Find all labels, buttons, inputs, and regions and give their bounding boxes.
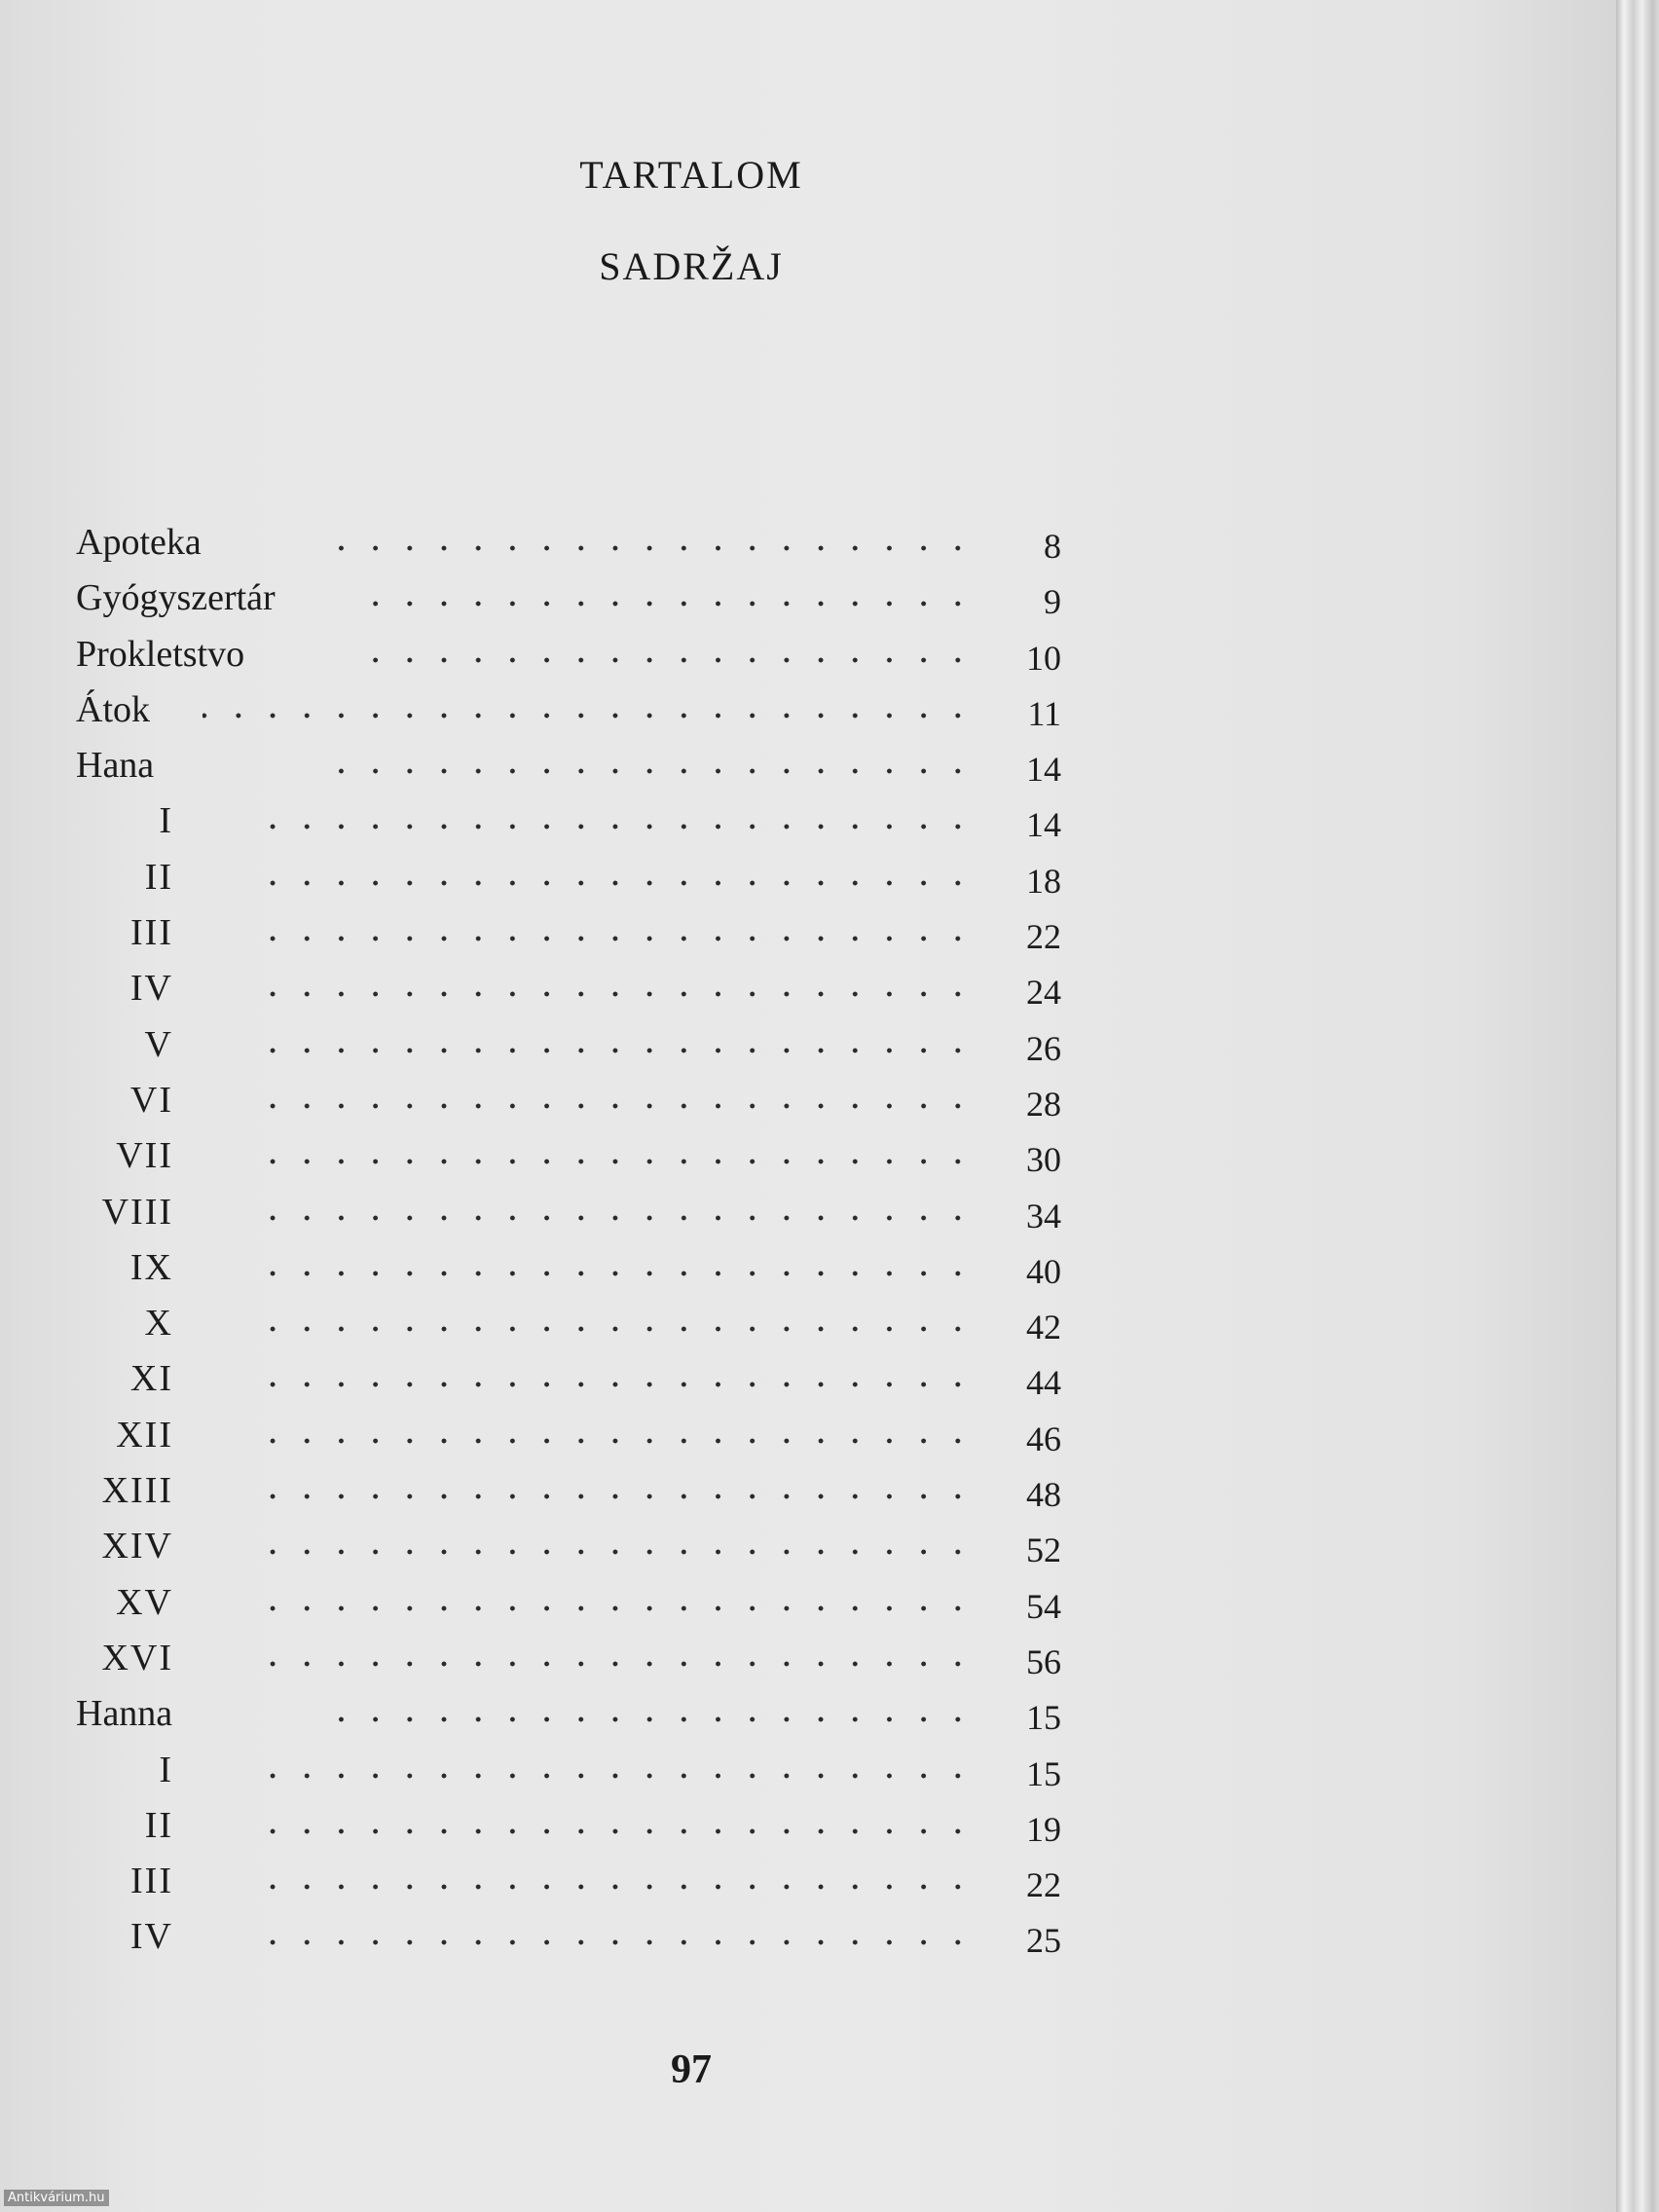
toc-entry [0,1687,1382,1743]
dot-leader [251,1271,989,1276]
dot-leader [310,768,989,774]
toc-entry [0,1241,1382,1297]
table-of-contents [0,516,1382,1967]
toc-entry-page-number: 54 [1026,1586,1061,1626]
dot-leader [251,1493,989,1499]
toc-entry [0,628,1382,683]
dot-leader [251,1549,989,1555]
toc-entry [0,1186,1382,1241]
page-title: TARTALOM [579,153,803,197]
toc-entry-label: VI [129,1079,173,1121]
toc-entry-page-number: 46 [1026,1419,1061,1458]
dot-leader [251,1773,989,1779]
toc-entry [0,1129,1382,1185]
toc-entry-page-number: 25 [1026,1921,1061,1961]
toc-entry [0,1632,1382,1687]
toc-entry-label: X [144,1303,173,1345]
dot-leader [251,936,989,941]
toc-entry-label: IV [129,968,173,1010]
toc-entry [0,1520,1382,1575]
toc-entry [0,851,1382,906]
toc-entry-label: Átok [76,688,150,730]
toc-entry [0,739,1382,794]
toc-entry-label: II [144,1804,173,1846]
toc-entry-page-number: 22 [1026,917,1061,957]
toc-entry [0,1352,1382,1408]
toc-entry [0,1910,1382,1966]
page-edge [1616,0,1659,2212]
toc-entry [0,1018,1382,1074]
toc-entry-label: VII [116,1135,173,1177]
toc-entry-label: I [159,1749,173,1790]
toc-entry-label: Prokletstvo [76,633,245,675]
toc-entry-page-number: 11 [1027,693,1061,733]
toc-entry-page-number: 14 [1026,750,1061,790]
toc-entry-page-number: 40 [1026,1251,1061,1291]
dot-leader [350,601,989,607]
toc-entry-page-number: 44 [1026,1363,1061,1403]
dot-leader [251,1605,989,1611]
dot-leader [251,1215,989,1221]
toc-entry-label: XIV [101,1526,173,1567]
toc-entry [0,1074,1382,1129]
toc-entry-label: Hanna [76,1693,173,1735]
toc-entry-label: XV [116,1581,173,1623]
toc-entry-label: III [130,912,173,954]
dot-leader [310,1716,989,1722]
toc-entry [0,794,1382,850]
toc-entry-label: XI [129,1358,173,1400]
toc-entry-page-number: 22 [1026,1865,1061,1905]
toc-entry-label: VIII [101,1191,173,1233]
dot-leader [350,657,989,663]
dot-leader [251,1884,989,1890]
toc-entry [0,683,1382,739]
dot-leader [251,1103,989,1109]
toc-entry-page-number: 52 [1026,1530,1061,1570]
toc-entry [0,1464,1382,1520]
toc-entry-label: Apoteka [76,522,202,563]
toc-entry-label: IX [129,1246,173,1288]
dot-leader [251,880,989,886]
watermark: Antikvárium.hu [4,2190,109,2206]
dot-leader [251,1939,989,1945]
dot-leader [310,545,989,551]
toc-entry-label: III [130,1861,173,1902]
toc-entry-page-number: 14 [1026,805,1061,845]
dot-leader [251,1828,989,1834]
dot-leader [251,1438,989,1444]
toc-entry-label: Gyógyszertár [76,577,276,619]
toc-entry-page-number: 19 [1026,1809,1061,1849]
dot-leader [251,1326,989,1332]
dot-leader [203,713,989,719]
toc-entry-label: XIII [101,1470,173,1512]
toc-entry [0,1799,1382,1855]
toc-entry-page-number: 42 [1026,1308,1061,1347]
page-subtitle: SADRŽAJ [599,244,784,288]
toc-entry-page-number: 15 [1026,1753,1061,1793]
toc-entry-page-number: 9 [1044,582,1061,622]
toc-entry [0,906,1382,962]
dot-leader [251,1048,989,1053]
toc-entry-label: XVI [101,1637,173,1678]
toc-entry-label: II [144,856,173,898]
toc-entry [0,1409,1382,1464]
toc-entry-page-number: 15 [1026,1698,1061,1738]
toc-entry [0,1855,1382,1910]
toc-entry-label: V [144,1023,173,1065]
dot-leader [251,824,989,830]
dot-leader [251,1159,989,1164]
dot-leader [251,1661,989,1667]
toc-entry-label: Hana [76,745,155,787]
page-number: 97 [671,2047,712,2092]
toc-entry-page-number: 34 [1026,1196,1061,1235]
toc-entry [0,1576,1382,1632]
toc-entry-page-number: 48 [1026,1475,1061,1515]
toc-entry [0,962,1382,1017]
toc-entry-label: I [159,800,173,842]
toc-entry-page-number: 30 [1026,1140,1061,1180]
toc-entry-page-number: 26 [1026,1028,1061,1068]
toc-entry [0,1297,1382,1352]
toc-entry-page-number: 18 [1026,861,1061,901]
toc-entry [0,1744,1382,1799]
toc-entry-page-number: 24 [1026,973,1061,1013]
toc-entry-page-number: 28 [1026,1084,1061,1124]
dot-leader [251,991,989,997]
toc-entry-label: IV [129,1916,173,1958]
toc-entry-page-number: 56 [1026,1641,1061,1681]
toc-entry-page-number: 10 [1026,638,1061,678]
toc-entry-label: XII [116,1414,173,1456]
dot-leader [251,1382,989,1387]
toc-entry [0,516,1382,571]
toc-entry-page-number: 8 [1044,527,1061,566]
toc-entry [0,571,1382,627]
